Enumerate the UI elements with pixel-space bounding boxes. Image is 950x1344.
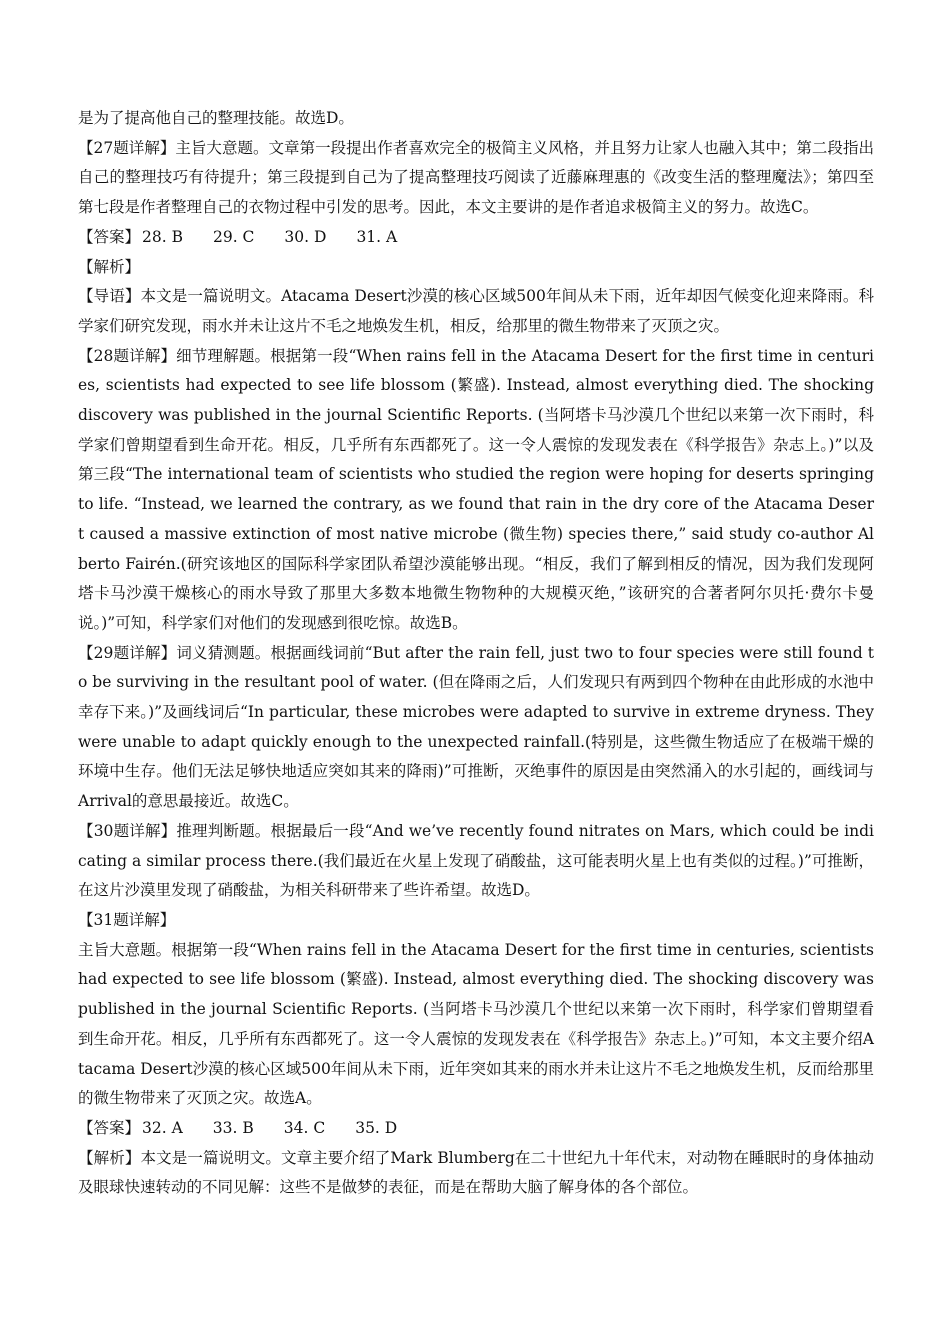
answer-30: 30. D [284,227,327,246]
answer-33: 33. B [212,1118,254,1137]
paragraph-30-explanation: 【30题详解】推理判断题。根据最后一段“And we’ve recently found nitrates on Mars, which could be indicating a similar process there.(我们最近在火星上发现了硝酸盐，这可能表明火星上也有类似的过程。)”可推断，在这片沙漠里发现了硝酸盐，为相关科研带来了些许希望。故选D。 [78,821,874,900]
answer-31: 31. A [356,227,398,246]
answer-label-2: 【答案】 [78,1118,141,1137]
answer-line-32-35 [78,1114,874,1144]
answer-line-28-31 [78,223,874,253]
document-page [78,104,874,1203]
analysis-label: 【解析】 [78,257,141,276]
answer-32: 32. A [142,1118,183,1137]
paragraph-28-explanation: 【28题详解】细节理解题。根据第一段“When rains fell in the Atacama Desert for the first time in centuries, scientists had expected to see life blossom (繁盛). Instead, almost everything died. The shocking discovery was published in the journal Scientific Reports. (当阿塔卡马沙漠几个世纪以来第一次下雨时，科学家们曾期望看到生命开花。相反，几乎所有东西都死了。这一令人震惊的发现发表在《科学报告》杂志上。)”以及第三段“The international team of scientists who studied the region were hoping for deserts springing to life. “Instead, we learned the contrary, as we found that rain in the dry core of the Atacama Desert caused a massive extinction of most native microbe (微生物) species there,” said study co-author Alberto Fairén.(研究该地区的国际科学家团队希望沙漠能够出现。“相反，我们了解到相反的情况，因为我们发现阿塔卡马沙漠干燥核心的雨水导致了那里大多数本地微生物物种的大规模灭绝，”该研究的合著者阿尔贝托·费尔卡曼说。)”可知，科学家们对他们的发现感到很吃惊。故选B。 [78,346,874,632]
answer-35: 35. D [355,1118,398,1137]
paragraph-31-heading: 【31题详解】 [78,910,176,929]
paragraph-31-explanation: 主旨大意题。根据第一段“When rains fell in the Atacama Desert for the first time in centuries, scientists had expected to see life blossom (繁盛). Instead, almost everything died. The shocking discovery was published in the journal Scientific Reports. (当阿塔卡马沙漠几个世纪以来第一次下雨时，科学家们曾期望看到生命开花。相反，几乎所有东西都死了。这一令人震惊的发现发表在《科学报告》杂志上。)”可知，本文主要介绍Atacama Desert沙漠的核心区域500年间从未下雨，近年突如其来的雨水并未让这片不毛之地焕发生机，反而给那里的微生物带来了灭顶之灾。故选A。 [78,940,874,1108]
paragraph-29-explanation: 【29题详解】词义猜测题。根据画线词前“But after the rain fell, just two to four species were still found to be surviving in the resultant pool of water. (但在降雨之后，人们发现只有两到四个物种在由此形成的水池中幸存下来。)”及画线词后“In particular, these microbes were adapted to survive in extreme dryness. They were unable to adapt quickly enough to the unexpected rainfall.(特别是，这些微生物适应了在极端干燥的环境中生存。他们无法足够快地适应突如其来的降雨)”可推断，灭绝事件的原因是由突然涌入的水引起的，画线词与Arrival的意思最接近。故选C。 [78,643,874,811]
paragraph-27-explanation: 【27题详解】主旨大意题。文章第一段提出作者喜欢完全的极简主义风格，并且努力让家人也融入其中；第二段指出自己的整理技巧有待提升；第三段提到自己为了提高整理技巧阅读了近藤麻理惠的《改变生活的整理魔法》；第四至第七段是作者整理自己的衣物过程中引发的思考。因此，本文主要讲的是作者追求极简主义的努力。故选C。 [78,138,874,217]
answer-29: 29. C [212,227,255,246]
answer-34: 34. C [283,1118,326,1137]
paragraph-26-conclusion: 是为了提高他自己的整理技能。故选D。 [78,109,354,127]
paragraph-intro: 【导语】本文是一篇说明文。Atacama Desert沙漠的核心区域500年间从未下雨，近年却因气候变化迎来降雨。科学家们研究发现，雨水并未让这片不毛之地焕发生机，相反，给那里的微生物带来了灭顶之灾。 [78,287,874,335]
answer-label: 【答案】 [78,227,141,246]
paragraph-passage-analysis: 【解析】本文是一篇说明文。文章主要介绍了Mark Blumberg在二十世纪九十年代末，对动物在睡眠时的身体抽动及眼球快速转动的不同见解：这些不是做梦的表征，而是在帮助大脑了解身体的各个部位。 [78,1148,874,1197]
answer-28: 28. B [142,227,183,246]
